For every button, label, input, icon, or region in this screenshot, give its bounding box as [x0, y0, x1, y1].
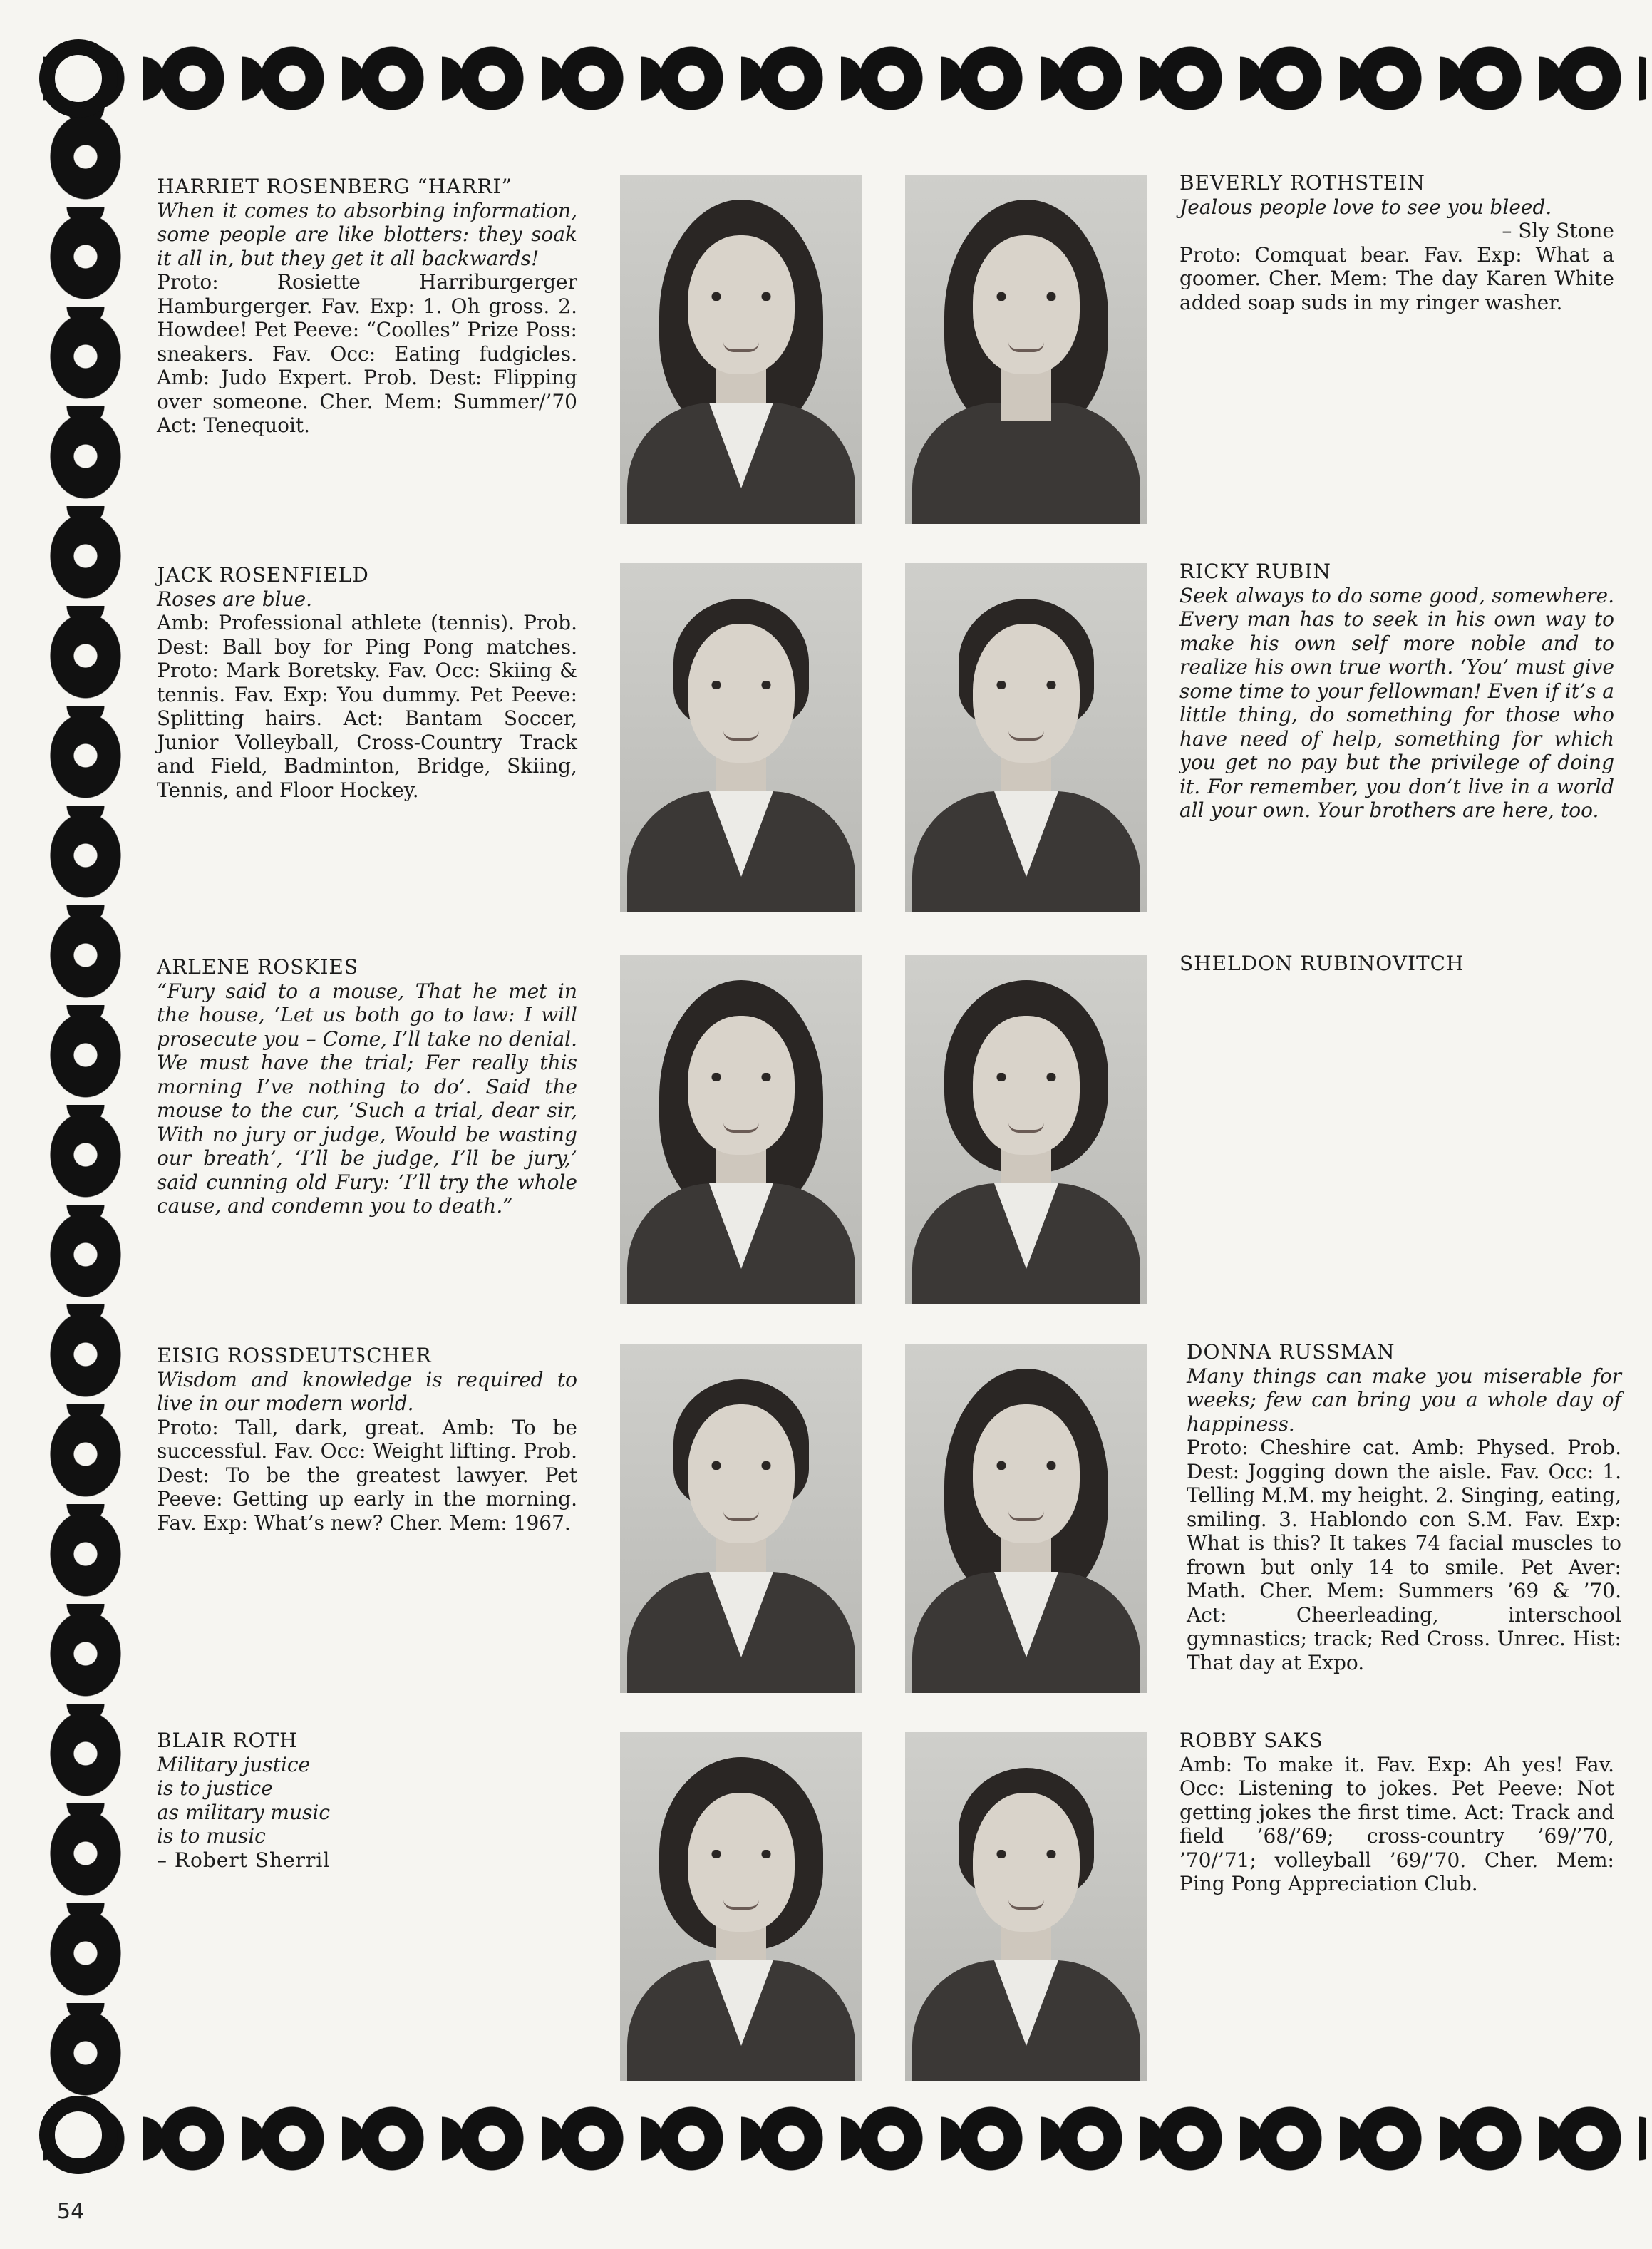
- portrait-photo-eisig-rossdeutscher: [620, 1344, 862, 1693]
- student-details: Amb: Professional athlete (tennis). Prob. Dest: Ball boy for Ping Pong matches. Proto: Mark Boretsky. Fav. Occ: Skiing & tennis. Fav. Exp: You dummy. Pet Peeve: Splitting hairs. Act: Bantam Soccer, Junior Volleyball, Cross-Country Track and Field, Badminton, Bridge, Skiing, Tennis, and Floor Hockey.: [157, 611, 577, 802]
- student-quote: Seek always to do some good, somewhere. Every man has to seek in his own way to make his own self more noble and to realize his own true worth. ‘You’ must give some time to your fellowman! Even if it’s a little thing, do something for those who have need of help, something for which you get no pay but the privilege of doing it. For remember, you don’t live in a world all your own. Your brothers are here, too.: [1179, 583, 1614, 822]
- ornament-corner-bottom-left: [39, 2096, 118, 2174]
- portrait-photo-donna-russman: [905, 1344, 1147, 1693]
- student-quote: Wisdom and knowledge is required to live in our modern world.: [157, 1367, 577, 1415]
- student-quote: Jealous people love to see you bleed.: [1179, 195, 1552, 219]
- student-name: ROBBY SAKS: [1179, 1729, 1323, 1752]
- portrait-photo-jack-rosenfield: [620, 563, 862, 912]
- student-details: Proto: Rosiette Harriburgerger Hamburgerger. Fav. Exp: 1. Oh gross. 2. Howdee! Pet Peeve: “Coolles” Prize Poss: sneakers. Fav. Occ: Eating fudgicles. Amb: Judo Expert. Prob. Dest: Flipping over someone. Cher. Mem: Summer/’70 Act: Tenequoit.: [157, 270, 577, 437]
- student-quote: Military justice is to justice as military music is to music: [157, 1752, 331, 1848]
- portrait-photo-robby-saks: [905, 1732, 1147, 2081]
- student-name: RICKY RUBIN: [1179, 560, 1331, 583]
- student-name: BLAIR ROTH: [157, 1729, 298, 1752]
- ornamental-border-left: [39, 107, 132, 2124]
- page-number: 54: [57, 2199, 85, 2224]
- student-name: HARRIET ROSENBERG “HARRI”: [157, 175, 512, 198]
- portrait-photo-arlene-roskies: [620, 955, 862, 1304]
- entry-jack-rosenfield: [157, 563, 577, 802]
- portrait-photo-ricky-rubin: [905, 563, 1147, 912]
- quote-attribution: – Robert Sherril: [157, 1848, 331, 1872]
- ornamental-border-bottom: [43, 2096, 1646, 2181]
- entry-ricky-rubin: [1179, 560, 1614, 823]
- student-details: Amb: To make it. Fav. Exp: Ah yes! Fav. Occ: Listening to jokes. Pet Peeve: Not getting jokes the first time. Act: Track and field ’68/’69; cross-country ’69/’70, ’70/’71; volleyball ’69/’70. Cher. Mem: Ping Pong Appreciation Club.: [1179, 1752, 1614, 1895]
- student-quote: Roses are blue.: [157, 587, 313, 611]
- entry-robby-saks: [1179, 1729, 1614, 1896]
- entry-arlene-roskies: [157, 955, 577, 1218]
- student-quote: Many things can make you miserable for weeks; few can bring you a whole day of happiness.: [1187, 1364, 1621, 1436]
- quote-attribution: – Sly Stone: [1502, 219, 1614, 242]
- ornament-corner-top-left: [39, 39, 118, 118]
- entry-blair-roth: [157, 1729, 577, 1872]
- entry-donna-russman: [1187, 1340, 1621, 1674]
- student-name: SHELDON RUBINOVITCH: [1179, 952, 1465, 975]
- ornamental-border-top: [43, 36, 1646, 121]
- student-name: DONNA RUSSMAN: [1187, 1340, 1395, 1364]
- portrait-photo-sheldon-rubinovitch: [905, 955, 1147, 1304]
- entry-harriet-rosenberg: [157, 175, 577, 438]
- student-quote: “Fury said to a mouse, That he met in the house, ‘Let us both go to law: I will prosecute you – Come, I’ll take no denial. We must have the trial; Fer really this morning I’ve nothing to do’. Said the mouse to the cur, ‘Such a trial, dear sir, With no jury or judge, Would be wasting our breath’, ‘I’ll be judge, I’ll be jury,’ said cunning old Fury: ‘I’ll try the whole cause, and condemn you to death.”: [157, 979, 577, 1218]
- entry-sheldon-rubinovitch: [1179, 952, 1614, 976]
- student-details: Proto: Cheshire cat. Amb: Physed. Prob. Dest: Jogging down the aisle. Fav. Occ: 1. Telling M.M. my height. 2. Singing, eating, smiling. 3. Hablondo con S.M. Fav. Exp: What is this? It takes 74 facial muscles to frown but only 14 to smile. Pet Aver: Math. Cher. Mem: Summers ’69 & ’70. Act: Cheerleading, interschool gymnastics; track; Red Cross. Unrec. Hist: That day at Expo.: [1187, 1436, 1621, 1674]
- entry-eisig-rossdeutscher: [157, 1344, 577, 1535]
- entry-beverly-rothstein: [1179, 171, 1614, 314]
- portrait-photo-blair-roth: [620, 1732, 862, 2081]
- student-name: EISIG ROSSDEUTSCHER: [157, 1344, 432, 1367]
- student-name: JACK ROSENFIELD: [157, 563, 369, 587]
- portrait-photo-beverly-rothstein: [905, 175, 1147, 524]
- student-name: ARLENE ROSKIES: [157, 955, 358, 979]
- student-details: Proto: Tall, dark, great. Amb: To be successful. Fav. Occ: Weight lifting. Prob. Dest: To be the greatest lawyer. Pet Peeve: Getting up early in the morning. Fav. Exp: What’s new? Cher. Mem: 1967.: [157, 1415, 577, 1535]
- student-name: BEVERLY ROTHSTEIN: [1179, 171, 1425, 195]
- student-quote: When it comes to absorbing information, some people are like blotters: they soak it all in, but they get it all backwards!: [157, 198, 577, 270]
- student-details: Proto: Comquat bear. Fav. Exp: What a goomer. Cher. Mem: The day Karen White added soap suds in my ringer washer.: [1179, 242, 1614, 314]
- portrait-photo-harriet-rosenberg: [620, 175, 862, 524]
